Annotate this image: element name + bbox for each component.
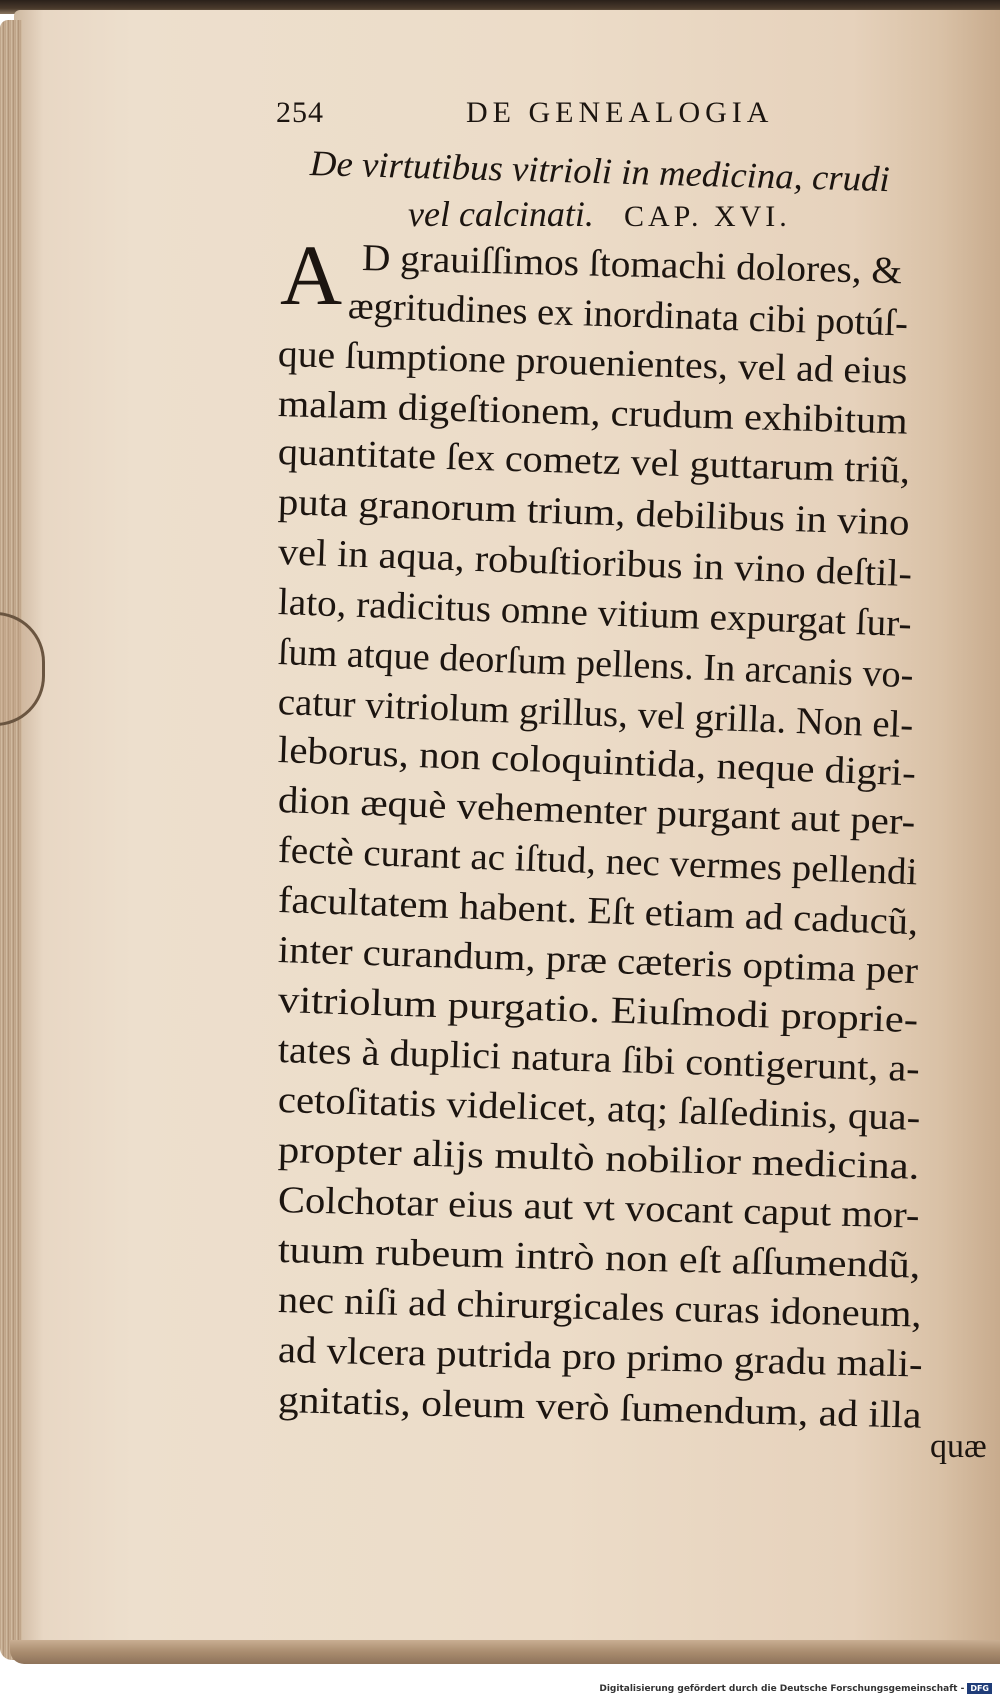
- text-line: lato, radicitus omne vitium expurgat ſur-: [277, 581, 913, 646]
- text-line: propter alijs multò nobilior medicina.: [277, 1129, 920, 1188]
- text-line: catur vitriolum grillus, vel grilla. Non el-: [277, 681, 915, 747]
- dfg-logo: DFG: [967, 1683, 992, 1694]
- text-line: malam digeſtionem, crudum exhibitum: [277, 383, 909, 443]
- text-line: leborus, non coloquintida, neque digri-: [277, 729, 917, 795]
- text-line: ægritudines ex inordinata cibi potúſ-: [347, 285, 909, 345]
- text-line: fectè curant ac iſtud, nec vermes pellendi: [277, 829, 919, 894]
- running-head: DE GENEALOGIA: [466, 96, 774, 129]
- chapter-title-text: vel calcinati.: [408, 194, 594, 234]
- text-line: gnitatis, oleum verò ſumendum, ad illa: [277, 1379, 923, 1437]
- text-line: tuum rubeum intrò non eſt aſſumendũ,: [277, 1229, 921, 1287]
- text-line: cetoſitatis videlicet, atq; ſalſedinis, qua-: [277, 1079, 921, 1139]
- text-line: tates à duplici natura ſibi contigerunt, a-: [277, 1029, 921, 1091]
- text-line: quantitate ſex cometz vel guttarum triũ,: [277, 431, 911, 492]
- text-line: que ſumptione prouenientes, vel ad eius: [277, 333, 908, 393]
- drop-cap: A: [280, 227, 343, 323]
- text-line: inter curandum, præ cæteris optima per: [277, 929, 919, 993]
- text-line: facultatem habent. Eſt etiam ad caducũ,: [277, 879, 919, 944]
- text-line: ad vlcera putrida pro primo gradu mali-: [277, 1329, 924, 1386]
- text-line: vel in aqua, robuſtioribus in vino deſtil-: [277, 531, 913, 596]
- chapter-title-line-2: [408, 193, 791, 235]
- text-line: nec niſi ad chirurgicales curas idoneum,: [277, 1279, 923, 1336]
- text-line: vitriolum purgatio. Eiuſmodi proprie-: [277, 979, 919, 1042]
- catchword: quæ: [930, 1428, 987, 1465]
- page-number: 254: [276, 96, 324, 129]
- text-line: puta granorum trium, debilibus in vino: [277, 481, 911, 544]
- credit-text: Digitalisierung gefördert durch die Deutsche Forschungsgemeinschaft -: [599, 1684, 965, 1694]
- text-line: dion æquè vehementer purgant aut per-: [277, 779, 916, 844]
- chapter-title-line-1: De virtutibus vitrioli in medicina, crudi: [309, 143, 891, 200]
- text-line: Colchotar eius aut vt vocant caput mor-: [277, 1179, 920, 1237]
- text-line: ſum atque deorſum pellens. In arcanis vo-: [277, 631, 915, 697]
- digitization-credit: [599, 1683, 992, 1694]
- text-line: D grauiſſimos ſtomachi dolores, &: [361, 237, 903, 293]
- chapter-label: CAP. XVI.: [623, 200, 791, 233]
